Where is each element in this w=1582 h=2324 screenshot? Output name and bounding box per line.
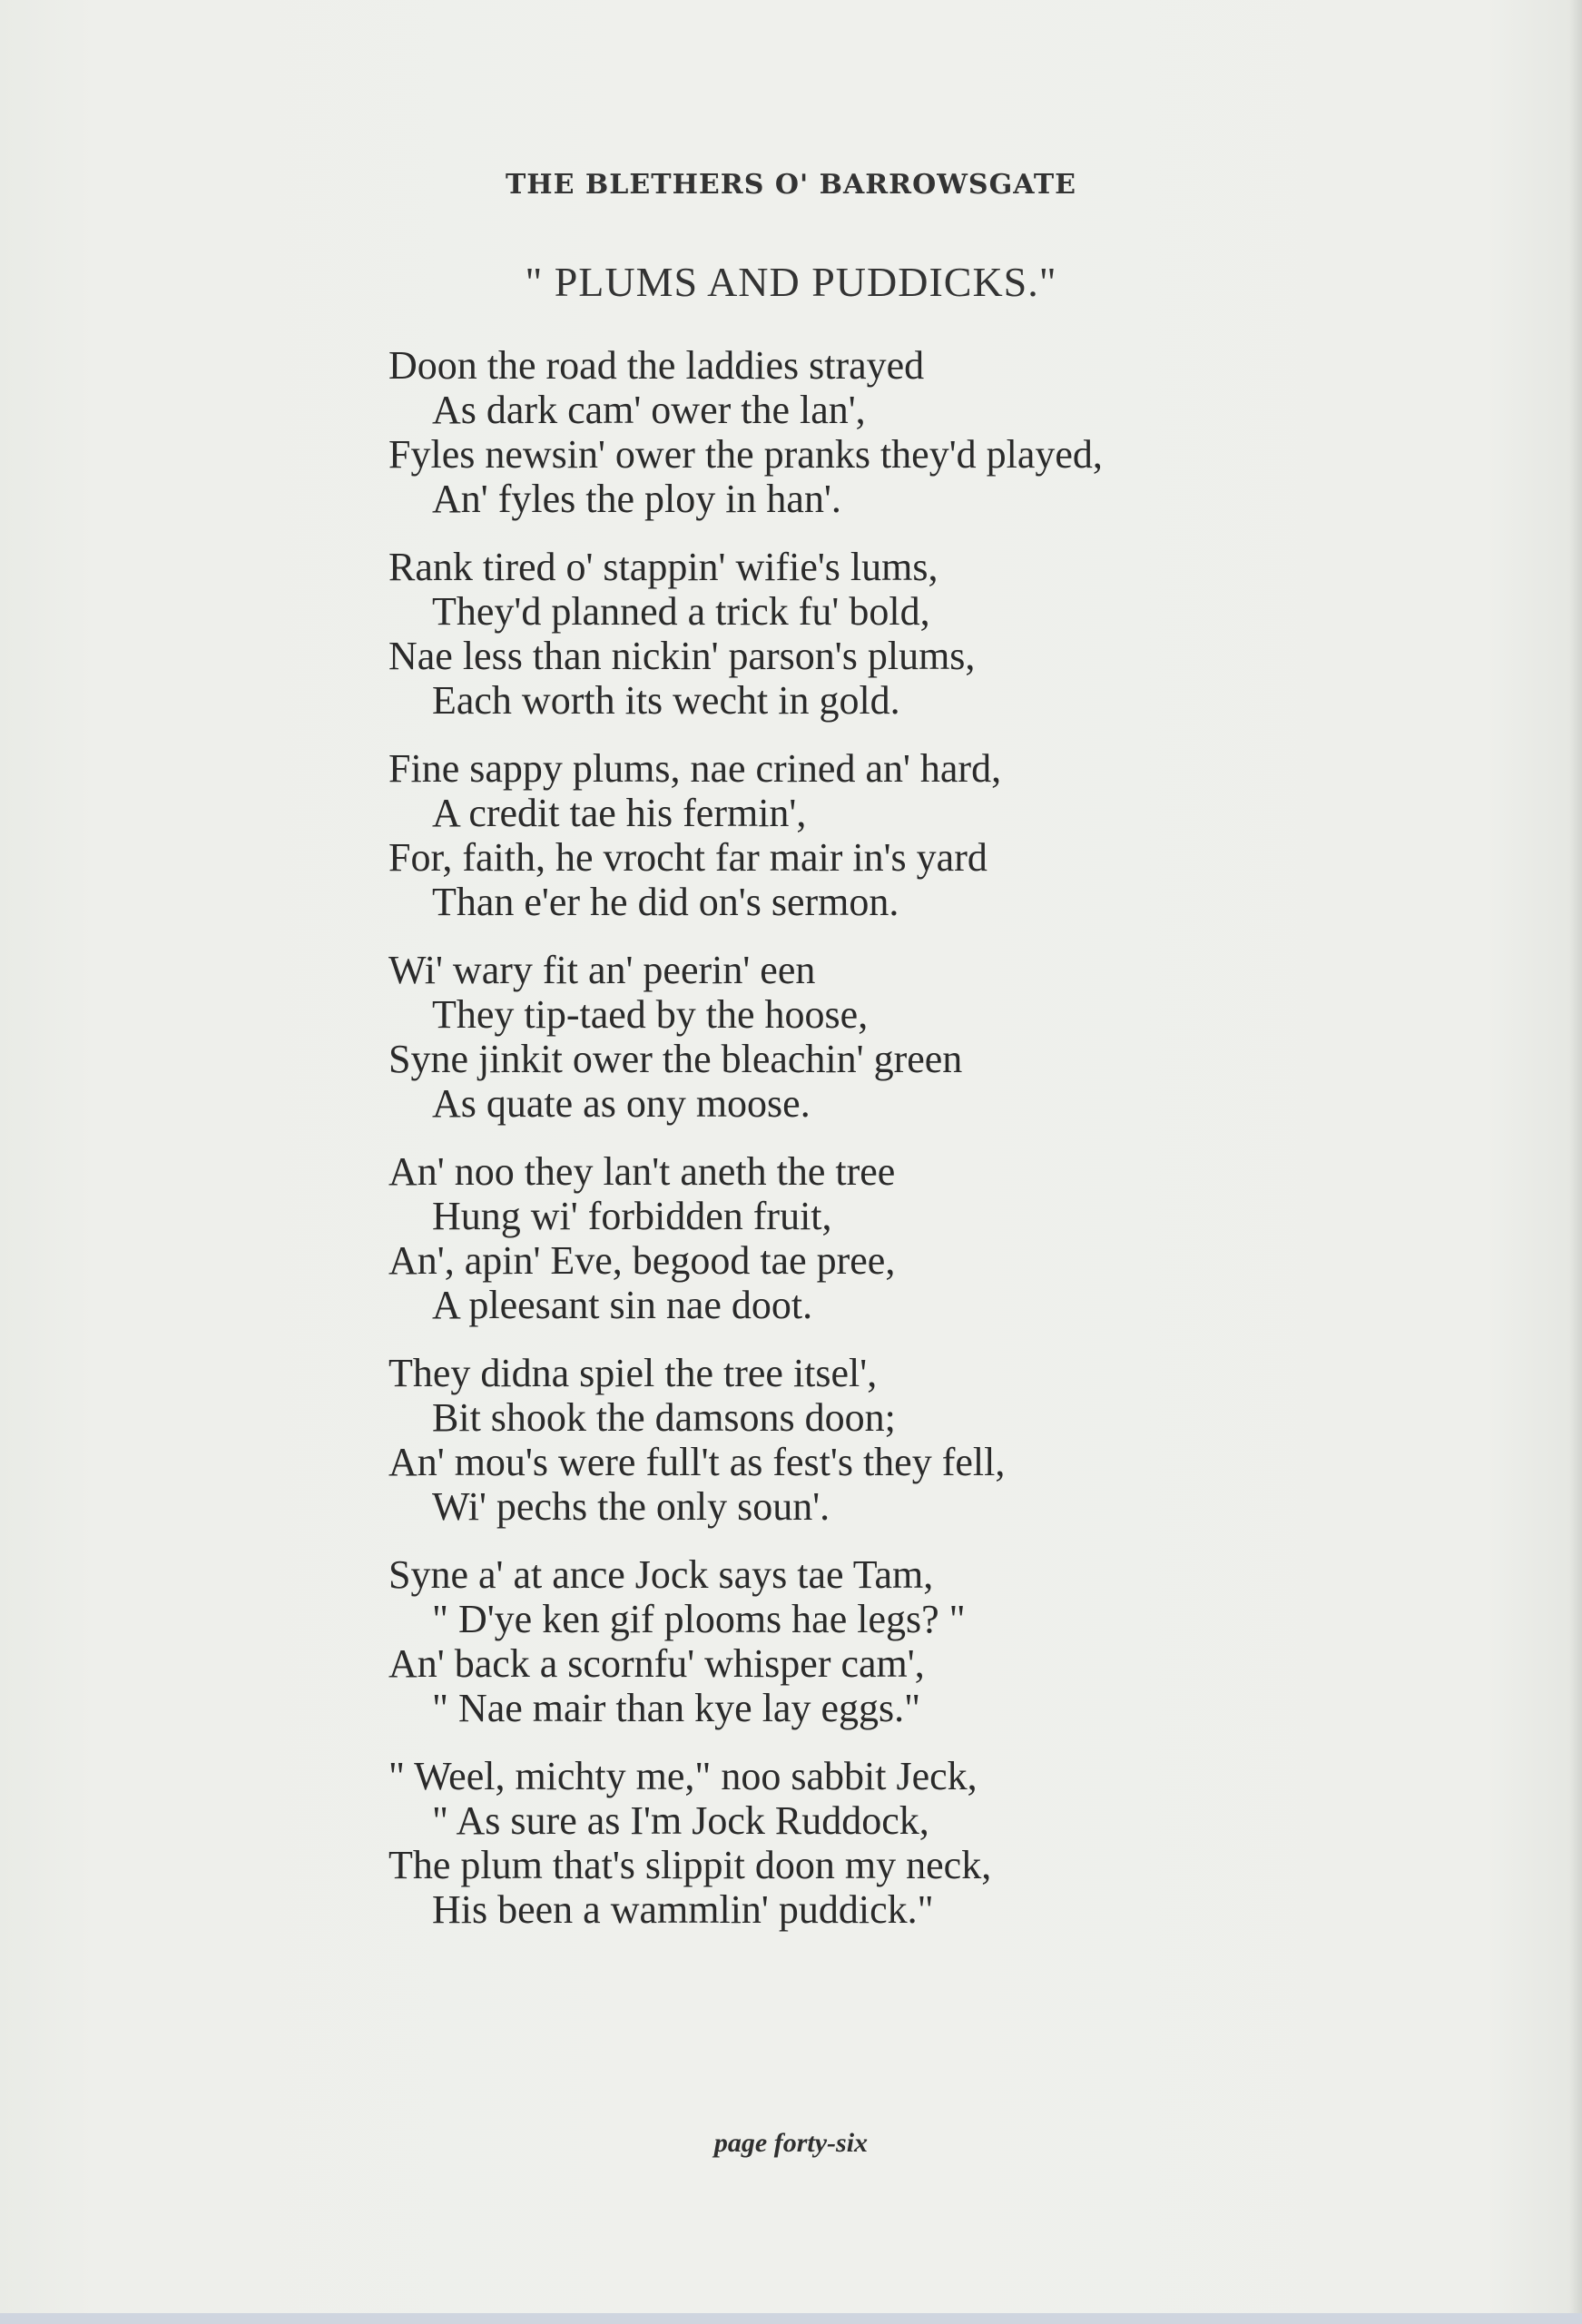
poem-line: An' mou's were full't as fest's they fell, [388, 1440, 1006, 1484]
poem-line: An' noo they lan't aneth the tree [388, 1149, 896, 1194]
stanza-4 [388, 948, 1423, 1126]
stanza-6 [388, 1351, 1423, 1529]
poem-line: His been a wammlin' puddick." [432, 1887, 934, 1932]
stanza-2 [388, 545, 1423, 723]
poem-line: An' back a scornfu' whisper cam', [388, 1641, 925, 1686]
page-edge-shadow [1569, 0, 1582, 2324]
poem-line: Fine sappy plums, nae crined an' hard, [388, 746, 1002, 791]
stanza-7 [388, 1552, 1423, 1730]
poem-line: Than e'er he did on's sermon. [432, 880, 899, 924]
poem-line: They'd planned a trick fu' bold, [432, 589, 930, 634]
poem-line: A credit tae his fermin', [432, 791, 807, 835]
poem-line: Wi' wary fit an' peerin' een [388, 948, 816, 992]
poem-line: They tip-taed by the hoose, [432, 992, 869, 1037]
stanza-3 [388, 746, 1423, 924]
running-head: THE BLETHERS O' BARROWSGATE [505, 169, 1077, 201]
stanza-8 [388, 1754, 1423, 1932]
poem-line: Fyles newsin' ower the pranks they'd played, [388, 432, 1103, 477]
stanza-5 [388, 1149, 1423, 1327]
poem-line: " Weel, michty me," noo sabbit Jeck, [388, 1754, 978, 1798]
poem-line: Each worth its wecht in gold. [432, 678, 900, 723]
poem-line: As dark cam' ower the lan', [432, 388, 866, 432]
poem-line: They didna spiel the tree itsel', [388, 1351, 878, 1395]
poem-line: As quate as ony moose. [432, 1081, 811, 1126]
poem-line: An' fyles the ploy in han'. [432, 477, 841, 521]
poem-line: An', apin' Eve, begood tae pree, [388, 1238, 896, 1283]
poem-line: The plum that's slippit doon my neck, [388, 1843, 992, 1887]
poem-line: Syne a' at ance Jock says tae Tam, [388, 1552, 934, 1597]
poem-line: " D'ye ken gif plooms hae legs? " [432, 1597, 966, 1641]
stanza-1 [388, 343, 1423, 521]
poem-line: For, faith, he vrocht far mair in's yard [388, 835, 988, 880]
poem-line: Hung wi' forbidden fruit, [432, 1194, 832, 1238]
poem-line: " Nae mair than kye lay eggs." [432, 1686, 921, 1730]
poem-line: Wi' pechs the only soun'. [432, 1484, 830, 1529]
page-number: page forty-six [713, 2128, 869, 2158]
poem-line: Doon the road the laddies strayed [388, 343, 925, 388]
poem-line: Nae less than nickin' parson's plums, [388, 634, 976, 678]
poem-line: Bit shook the damsons doon; [432, 1395, 896, 1440]
poem-line: Syne jinkit ower the bleachin' green [388, 1037, 963, 1081]
poem-line: Rank tired o' stappin' wifie's lums, [388, 545, 938, 589]
scan-bottom-edge [0, 2313, 1582, 2324]
poem-title: " PLUMS AND PUDDICKS." [525, 259, 1057, 305]
poem-line: A pleesant sin nae doot. [432, 1283, 813, 1327]
poem-line: " As sure as I'm Jock Ruddock, [432, 1798, 929, 1843]
poem-body [388, 343, 1423, 1955]
